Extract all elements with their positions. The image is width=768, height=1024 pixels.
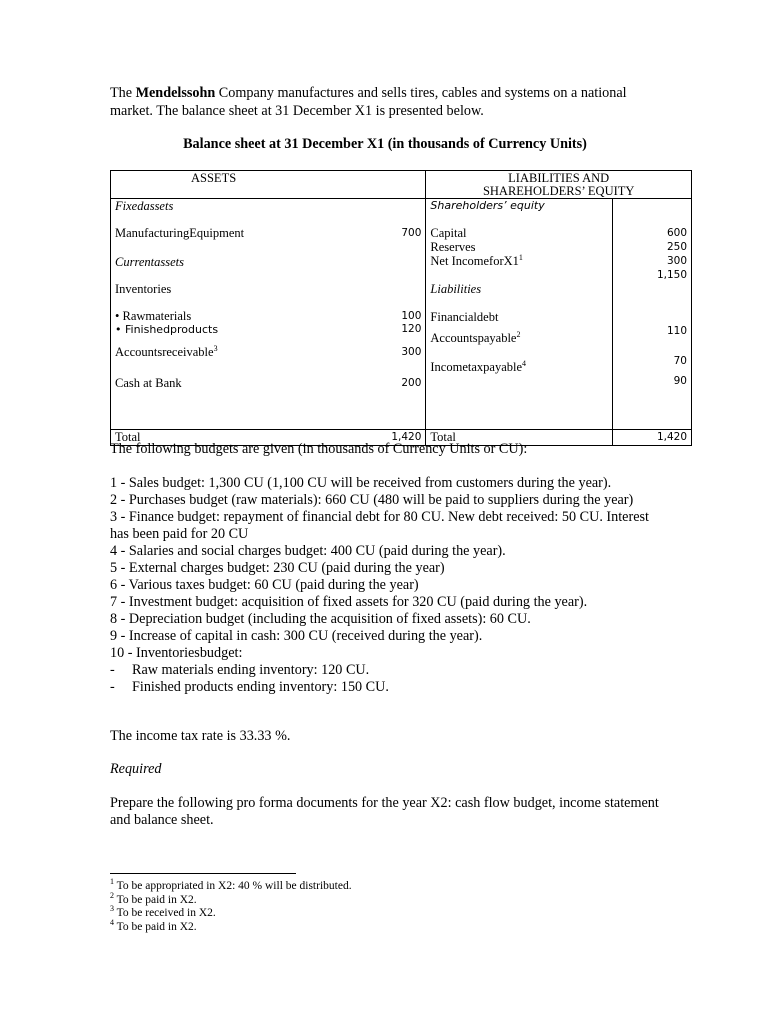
assets-labels bbox=[111, 199, 392, 430]
footnote: $^2$ To be paid in X2. bbox=[110, 890, 197, 906]
budgets-intro: The following budgets are given (in thousands of Currency Units or CU): bbox=[110, 441, 528, 457]
assets-values bbox=[391, 199, 426, 430]
fixed-assets-heading: Fixedassets bbox=[115, 199, 174, 213]
shareholders-equity-heading: Shareholders’ equity bbox=[430, 199, 545, 212]
finished-products-value: 120 bbox=[401, 323, 422, 335]
footnote: $^3$ To be received in X2. bbox=[110, 904, 216, 919]
footnote: $^4$ To be paid in X2. bbox=[110, 917, 197, 933]
liabilities-labels bbox=[426, 199, 613, 430]
net-income-value: 300 bbox=[666, 255, 687, 267]
footnote-divider bbox=[110, 873, 296, 874]
budget-item: 1 - Sales budget: 1,300 CU (1,100 CU will be received from customers during the year). bbox=[110, 475, 612, 491]
total-assets-value: 1,420 bbox=[391, 430, 426, 446]
budgets-section bbox=[110, 441, 670, 696]
current-assets-heading: Currentassets bbox=[115, 255, 184, 269]
liabilities-heading: Liabilities bbox=[430, 282, 482, 296]
intro-paragraph: The Mendelssohn Company manufactures and sells tires, cables and systems on a national market. The balance sheet at 31 December X1 is presented below. bbox=[110, 85, 627, 119]
inventory-item: - Raw materials ending inventory: 120 CU. bbox=[110, 662, 370, 678]
budget-item: 8 - Depreciation budget (including the acquisition of fixed assets): 60 CU. bbox=[110, 611, 531, 627]
reserves-label: Reserves bbox=[430, 240, 476, 254]
required-heading: Required bbox=[110, 761, 162, 777]
budget-item: 2 - Purchases budget (raw materials): 660 CU (480 will be paid to suppliers during the year) bbox=[110, 492, 634, 508]
capital-value: 600 bbox=[666, 227, 687, 239]
cash-at-bank-value: 200 bbox=[401, 377, 422, 389]
total-liabilities-value: 1,420 bbox=[613, 430, 692, 446]
prepare-instructions: Prepare the following pro forma documents for the year X2: cash flow budget, income statement and balance sheet. bbox=[110, 795, 659, 828]
inventory-item: - Finished products ending inventory: 150 CU. bbox=[110, 679, 389, 695]
budget-item: 9 - Increase of capital in cash: 300 CU (received during the year). bbox=[110, 628, 483, 644]
liabilities-header: LIABILITIES AND SHAREHOLDERS’ EQUITY bbox=[426, 171, 692, 199]
financial-debt-value: 110 bbox=[666, 325, 687, 337]
footnotes bbox=[110, 877, 352, 934]
total-assets-label: Total bbox=[111, 430, 392, 446]
income-tax-payable-value: 90 bbox=[673, 375, 687, 387]
raw-materials-value: 100 bbox=[401, 310, 422, 322]
table-title: Balance sheet at 31 December X1 (in thousands of Currency Units) bbox=[183, 136, 587, 152]
total-liabilities-label: Total bbox=[426, 430, 613, 446]
balance-sheet-table bbox=[110, 170, 692, 446]
accounts-payable-value: 70 bbox=[673, 355, 687, 367]
inventories-heading: Inventories bbox=[115, 282, 172, 296]
reserves-value: 250 bbox=[666, 241, 687, 253]
cash-at-bank-label: Cash at Bank bbox=[115, 376, 182, 390]
footnote: $^1$ To be appropriated in X2: 40 % will be distributed. bbox=[110, 877, 352, 892]
budget-item: 6 - Various taxes budget: 60 CU (paid during the year) bbox=[110, 577, 419, 593]
accounts-payable-label: Accountspayable$^2$ bbox=[430, 329, 521, 345]
company-name: Mendelssohn bbox=[135, 85, 216, 101]
accounts-receivable-value: 300 bbox=[401, 346, 422, 358]
manufacturing-equipment-value: 700 bbox=[401, 227, 422, 239]
capital-label: Capital bbox=[430, 226, 467, 240]
assets-header: ASSETS bbox=[111, 171, 426, 199]
table-header-row bbox=[111, 171, 692, 199]
liabilities-values bbox=[613, 199, 692, 430]
budget-item: 3 - Finance budget: repayment of financial debt for 80 CU. New debt received: 50 CU. Interest has been paid for 20 CU bbox=[110, 509, 649, 542]
raw-materials-label: • Rawmaterials bbox=[115, 309, 192, 323]
budget-item: 10 - Inventoriesbudget: bbox=[110, 645, 243, 661]
income-tax-payable-label: Incometaxpayable$^4$ bbox=[430, 358, 527, 374]
manufacturing-equipment-label: ManufacturingEquipment bbox=[115, 226, 245, 240]
budget-item: 4 - Salaries and social charges budget: 400 CU (paid during the year). bbox=[110, 543, 506, 559]
finished-products-label: • Finishedproducts bbox=[115, 323, 219, 336]
budget-item: 5 - External charges budget: 230 CU (paid during the year) bbox=[110, 560, 445, 576]
tax-rate: The income tax rate is 33.33 %. bbox=[110, 728, 291, 744]
table-body bbox=[111, 199, 692, 430]
net-income-label: Net $IncomeforX1^1$ bbox=[430, 252, 523, 268]
accounts-receivable-label: Accountsreceivable$^3$ bbox=[115, 343, 218, 359]
financial-debt-label: Financialdebt bbox=[430, 310, 499, 324]
equity-total-value: 1,150 bbox=[656, 269, 687, 281]
budget-item: 7 - Investment budget: acquisition of fixed assets for 320 CU (paid during the year). bbox=[110, 594, 588, 610]
